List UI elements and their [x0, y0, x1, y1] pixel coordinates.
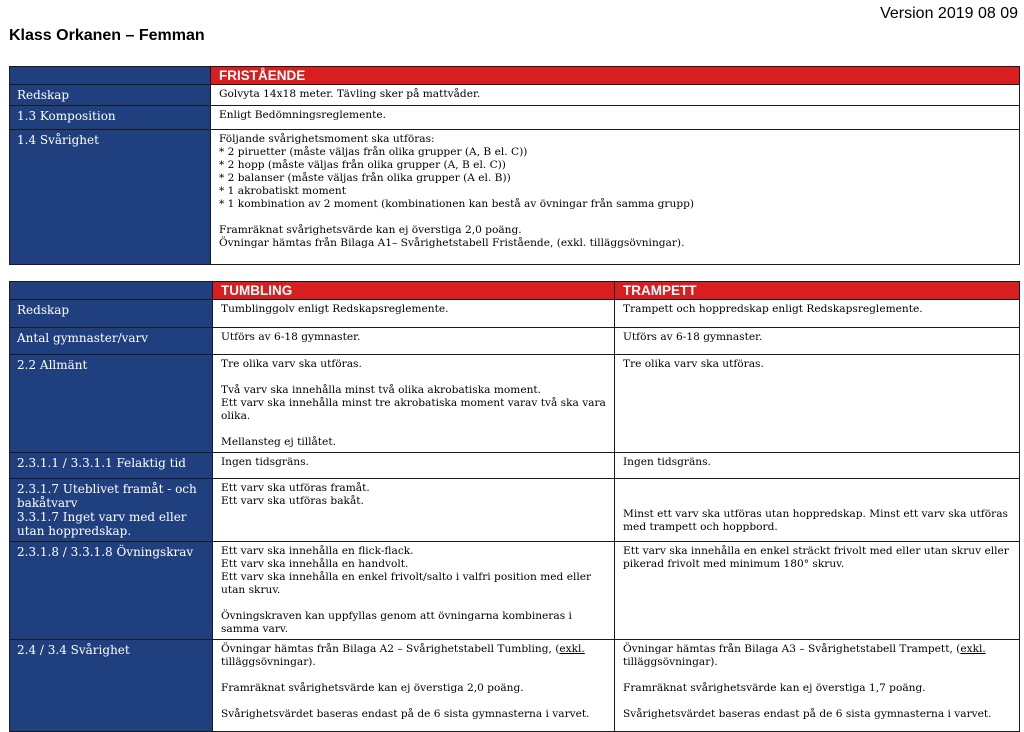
text-line: Svårighetsvärdet baseras endast på de 6 sista gymnasterna i varvet.: [623, 708, 992, 720]
trampett-svarighet-text: [615, 640, 1020, 732]
trampett-ovningskrav-text: [615, 542, 1020, 640]
row-label-svarighet: 2.4 / 3.4 Svårighet: [10, 640, 213, 732]
text-line: Framräknat svårighetsvärde kan ej överstiga 1,7 poäng.: [623, 682, 926, 694]
text-line: Övningskraven kan uppfyllas genom att övningarna kombineras i samma varv.: [221, 610, 572, 635]
text-line: [221, 643, 606, 669]
text-line: Trampett och hoppredskap enligt Redskapsreglemente.: [623, 303, 923, 315]
text-line: [221, 669, 606, 682]
row-label-line: 3.3.1.7 Inget varv med eller utan hoppredskap.: [17, 510, 187, 538]
text-line: Ett varv ska utföras framåt.: [221, 482, 370, 494]
version-label: Version 2019 08 09: [880, 5, 1018, 22]
text-line: Svårighetsvärdet baseras endast på de 6 sista gymnasterna i varvet.: [221, 708, 590, 720]
text-line: Två varv ska innehålla minst två olika akrobatiska moment.: [221, 384, 542, 396]
text-line: Ett varv ska innehålla en enkel sträckt frivolt med eller utan skruv eller pikerad frivolt med minimum 180° skruv.: [623, 545, 1009, 570]
trampett-antal-text: [615, 328, 1020, 355]
trampett-redskap-text: [615, 300, 1020, 328]
tumbling-allmant-text: [213, 355, 615, 453]
tumbling-varv-text: [213, 479, 615, 542]
trampett-varv-text: [615, 479, 1020, 542]
tumbling-ovningskrav-text: [213, 542, 615, 640]
tumbling-redskap-text: [213, 300, 615, 328]
trampett-heading: TRAMPETT: [615, 282, 1020, 300]
trampett-allmant-text: [615, 355, 1020, 453]
text-line: Mellansteg ej tillåtet.: [221, 436, 336, 448]
text-line: [623, 669, 1011, 682]
text-line: [221, 597, 606, 610]
apparatus-table: [9, 281, 1020, 732]
text-line: Minst ett varv ska utföras utan hoppredskap. Minst ett varv ska utföras med trampett och hoppbord.: [623, 508, 1008, 533]
fristaende-header-blank: [10, 67, 211, 85]
text-line: [623, 495, 1011, 508]
text-fragment: tilläggsövningar).: [623, 656, 718, 668]
text-line: Ett varv ska innehålla en enkel frivolt/salto i valfri position med eller utan skruv.: [221, 571, 592, 596]
text-line: [221, 695, 606, 708]
text-line: Ett varv ska innehålla en handvolt.: [221, 558, 409, 570]
row-label-svarighet: 1.4 Svårighet: [10, 130, 211, 265]
text-line: [221, 423, 606, 436]
row-label-komposition: 1.3 Komposition: [10, 106, 211, 130]
tumbling-heading: TUMBLING: [213, 282, 615, 300]
text-line: Ingen tidsgräns.: [221, 456, 309, 468]
text-line: Tre olika varv ska utföras.: [221, 358, 362, 370]
trampett-tid-text: [615, 453, 1020, 479]
text-line: Utförs av 6-18 gymnaster.: [221, 331, 361, 343]
text-line: [623, 643, 1011, 669]
fristaende-redskap-text: Golvyta 14x18 meter. Tävling sker på mattvåder.: [211, 85, 1020, 106]
text-line: Ett varv ska innehålla minst tre akrobatiska moment varav två ska vara olika.: [221, 397, 606, 422]
text-line: [221, 371, 606, 384]
document-title: Klass Orkanen – Femman: [9, 27, 205, 44]
underlined-text: exkl.: [559, 643, 585, 655]
text-fragment: Övningar hämtas från Bilaga A2 – Svårighetstabell Tumbling, (: [221, 643, 560, 655]
text-line: Övningar hämtas från Bilaga A1– Svårighetstabell Fristående, (exkl. tilläggsövningar).: [219, 237, 685, 249]
row-label-line: 2.3.1.7 Uteblivet framåt - och bakåtvarv: [17, 482, 197, 510]
tumbling-svarighet-text: [213, 640, 615, 732]
row-label-redskap: Redskap: [10, 85, 211, 106]
fristaende-svarighet-text: [211, 130, 1020, 265]
row-label-ovningskrav: 2.3.1.8 / 3.3.1.8 Övningskrav: [10, 542, 213, 640]
text-line: Tre olika varv ska utföras.: [623, 358, 764, 370]
text-line: Följande svårighetsmoment ska utföras:: [219, 133, 435, 145]
text-line: Tumblinggolv enligt Redskapsreglemente.: [221, 303, 449, 315]
text-line: [623, 482, 1011, 495]
row-label-uteblivet-varv: [10, 479, 213, 542]
underlined-text: exkl.: [960, 643, 986, 655]
text-line: [623, 695, 1011, 708]
tumbling-tid-text: [213, 453, 615, 479]
fristaende-heading: FRISTÅENDE: [211, 67, 1020, 85]
apparatus-header-blank: [10, 282, 213, 300]
row-label-felaktig-tid: 2.3.1.1 / 3.3.1.1 Felaktig tid: [10, 453, 213, 479]
fristaende-komposition-text: Enligt Bedömningsreglemente.: [211, 106, 1020, 130]
tumbling-antal-text: [213, 328, 615, 355]
text-line: Utförs av 6-18 gymnaster.: [623, 331, 763, 343]
row-label-allmant: 2.2 Allmänt: [10, 355, 213, 453]
text-line: * 1 kombination av 2 moment (kombinationen kan bestå av övningar från samma grupp): [219, 198, 695, 210]
text-line: * 1 akrobatiskt moment: [219, 185, 346, 197]
text-line: Framräknat svårighetsvärde kan ej överstiga 2,0 poäng.: [221, 682, 524, 694]
text-fragment: Övningar hämtas från Bilaga A3 – Svårighetstabell Trampett, (: [623, 643, 961, 655]
text-line: * 2 hopp (måste väljas från olika grupper (A, B el. C)): [219, 159, 506, 171]
text-line: Ingen tidsgräns.: [623, 456, 711, 468]
text-fragment: tilläggsövningar).: [221, 656, 316, 668]
text-line: * 2 balanser (måste väljas från olika grupper (A el. B)): [219, 172, 511, 184]
text-line: Ett varv ska utföras bakåt.: [221, 495, 364, 507]
text-line: [219, 211, 1011, 224]
row-label-redskap: Redskap: [10, 300, 213, 328]
text-line: * 2 piruetter (måste väljas från olika grupper (A, B el. C)): [219, 146, 528, 158]
row-label-antal-gymnaster: Antal gymnaster/varv: [10, 328, 213, 355]
fristaende-table: [9, 66, 1020, 265]
text-line: Framräknat svårighetsvärde kan ej överstiga 2,0 poäng.: [219, 224, 522, 236]
text-line: Ett varv ska innehålla en flick-flack.: [221, 545, 414, 557]
